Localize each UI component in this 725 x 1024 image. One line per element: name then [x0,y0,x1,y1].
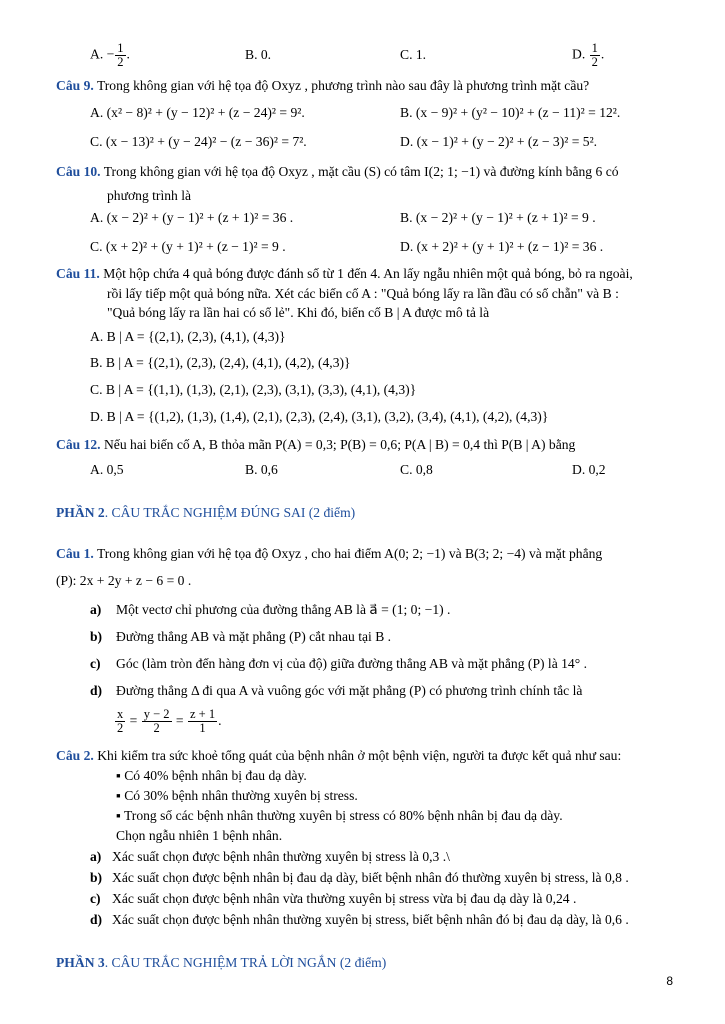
q9-option-d: D. (x − 1)² + (y − 2)² + (z − 3)² = 5². [400,134,598,149]
q11-option-c: C. B | A = {(1,1), (1,3), (2,1), (2,3), (3,1), (3,3), (4,1), (4,3)} [90,382,417,397]
q8-option-d: D. $\frac{1}{2}$ . [572,41,605,69]
part2-heading [56,503,355,523]
q12-option-d: D. 0,2 [572,462,606,477]
p2-c1-item-d [90,681,102,701]
q10-option-a: A. (x − 2)² + (y − 1)² + (z + 1)² = 36 . [90,210,294,225]
p2-c1-label: Câu 1. [56,546,94,561]
q11-text-1: Một hộp chứa 4 quả bóng được đánh số từ 1 đến 4. An lấy ngẫu nhiên một quả bóng, bỏ ra ngoài, [103,266,633,281]
q10-text-2: phương trình là [107,188,192,203]
p2-c1-c-text: Góc (làm tròn đến hàng đơn vị của độ) giữa đường thẳng AB và mặt phẳng (P) là 14° . [116,656,587,671]
q8-a-fraction: $\frac{1}{2}$ [117,41,124,69]
p2-c2-b-text: Xác suất chọn được bệnh nhân bị đau dạ dày, biết bệnh nhân đó thường xuyên bị stress, là 0,8 . [112,870,629,885]
p2-c1-a-label: a) [90,602,102,617]
q10-stem [56,162,619,182]
p2-c2-text: Khi kiểm tra sức khoẻ tổng quát của bệnh nhân ở một bệnh viện, người ta được kết quả như sau: [97,748,622,763]
p2-c2-d-text: Xác suất chọn được bệnh nhân thường xuyên bị stress, biết bệnh nhân đó bị đau dạ dày, là 0,6 . [112,912,629,927]
q12-stem [56,435,575,455]
p2-c2-stem [56,746,621,766]
part3-heading-title: . CÂU TRẮC NGHIỆM TRẢ LỜI NGẮN (2 điểm) [104,955,387,970]
p2-c1-a-text: Một vectơ chỉ phương của đường thẳng AB là a⃗ = (1; 0; −1) . [116,602,451,617]
p2-c1-item-b [90,627,102,647]
p2-c2-item-c [90,889,101,909]
q11-stem [56,264,633,284]
q9-option-c: C. (x − 13)² + (y − 24)² − (z − 36)² = 7². [90,134,307,149]
q8-option-c: C. 1. [400,47,427,62]
q12-label: Câu 12. [56,437,101,452]
p2-c1-d-equation: $\frac{x}{2}$ = $\frac{y - 2}{2}$ = $\frac{z + 1}{1}$ . [117,707,222,736]
q11-option-d: D. B | A = {(1,2), (1,3), (1,4), (2,1), (2,3), (2,4), (3,1), (3,2), (3,4), (4,1), (4,2), (4,3)} [90,409,549,424]
p2-c1-c-label: c) [90,656,101,671]
q12-option-b: B. 0,6 [245,462,278,477]
q9-label: Câu 9. [56,78,94,93]
q10-label: Câu 10. [56,164,101,179]
q11-text-3: "Quả bóng lấy ra lần hai có số lẻ". Khi đó, biến cố B | A được mô tả là [107,305,490,320]
eq-fraction-y: $\frac{y - 2}{2}$ [143,707,170,736]
part3-heading-bold: PHẦN 3 [56,955,105,970]
q11-text-2: rồi lấy tiếp một quả bóng nữa. Xét các biến cố A : "Quả bóng lấy ra lần đầu có số chẵn" và B : [107,286,619,301]
p2-c2-label: Câu 2. [56,748,94,763]
p2-c1-item-c [90,654,101,674]
q12-text: Nếu hai biến cố A, B thỏa mãn P(A) = 0,3; P(B) = 0,6; P(A | B) = 0,4 thì P(B | A) bằng [103,437,576,452]
part2-heading-title: . CÂU TRẮC NGHIỆM ĐÚNG SAI (2 điểm) [104,505,356,520]
p2-c2-a-label: a) [90,849,102,864]
p2-c2-c-label: c) [90,891,101,906]
p2-c2-b-label: b) [90,870,103,885]
q10-text-1: Trong không gian với hệ tọa độ Oxyz , mặt cầu (S) có tâm I(2; 1; −1) và đường kính bằng 6 có [103,164,619,179]
part2-heading-bold: PHẦN 2 [56,505,105,520]
q8-option-b: B. 0. [245,47,272,62]
q9-stem [56,76,589,96]
q10-option-d: D. (x + 2)² + (y + 1)² + (z − 1)² = 36 . [400,239,604,254]
p2-c2-bullet-1: ▪ Có 40% bệnh nhân bị đau dạ dày. [116,768,307,783]
q9-option-b: B. (x − 9)² + (y² − 10)² + (z − 11)² = 12². [400,105,621,120]
p2-c2-a-text: Xác suất chọn được bệnh nhân thường xuyên bị stress là 0,3 .\ [112,849,450,864]
q8-option-a: A. − $\frac{1}{2}$ . [90,41,130,69]
p2-c1-b-text: Đường thẳng AB và mặt phẳng (P) cắt nhau tại B . [116,629,392,644]
q9-option-a: A. (x² − 8)² + (y − 12)² + (z − 24)² = 9². [90,105,305,120]
p2-c2-bullet-2: ▪ Có 30% bệnh nhân thường xuyên bị stress. [116,788,358,803]
eq-fraction-x: $\frac{x}{2}$ [117,707,124,736]
p2-c1-stem [56,544,602,564]
q12-option-a: A. 0,5 [90,462,124,477]
q9-text: Trong không gian với hệ tọa độ Oxyz , phương trình nào sau đây là phương trình mặt cầu? [96,78,590,93]
page-number: 8 [666,974,673,988]
p2-c1-d-text: Đường thẳng Δ đi qua A và vuông góc với mặt phẳng (P) có phương trình chính tắc là [116,683,583,698]
q12-option-c: C. 0,8 [400,462,433,477]
q11-option-b: B. B | A = {(2,1), (2,3), (2,4), (4,1), (4,2), (4,3)} [90,355,351,370]
p2-c1-d-label: d) [90,683,103,698]
p2-c2-c-text: Xác suất chọn được bệnh nhân vừa thường xuyên bị stress vừa bị đau dạ dày là 0,24 . [112,891,577,906]
p2-c1-b-label: b) [90,629,103,644]
p2-c2-bullet-3: ▪ Trong số các bệnh nhân thường xuyên bị stress có 80% bệnh nhân bị đau dạ dày. [116,808,563,823]
q8-d-fraction: $\frac{1}{2}$ [591,41,598,69]
part3-heading [56,953,386,973]
q10-option-c: C. (x + 2)² + (y + 1)² + (z − 1)² = 9 . [90,239,286,254]
p2-c1-item-a [90,600,101,620]
q10-option-b: B. (x − 2)² + (y − 1)² + (z + 1)² = 9 . [400,210,596,225]
p2-c2-choose: Chọn ngẫu nhiên 1 bệnh nhân. [116,828,283,843]
q11-option-a: A. B | A = {(2,1), (2,3), (4,1), (4,3)} [90,329,286,344]
eq-fraction-z: $\frac{z + 1}{1}$ [190,707,216,736]
p2-c1-text-2: (P): 2x + 2y + z − 6 = 0 . [56,573,192,588]
p2-c2-item-b [90,868,102,888]
p2-c1-text-1: Trong không gian với hệ tọa độ Oxyz , cho hai điểm A(0; 2; −1) và B(3; 2; −4) và mặt phẳng [96,546,603,561]
p2-c2-d-label: d) [90,912,103,927]
p2-c2-item-a [90,847,101,867]
p2-c2-item-d [90,910,102,930]
q11-label: Câu 11. [56,266,100,281]
